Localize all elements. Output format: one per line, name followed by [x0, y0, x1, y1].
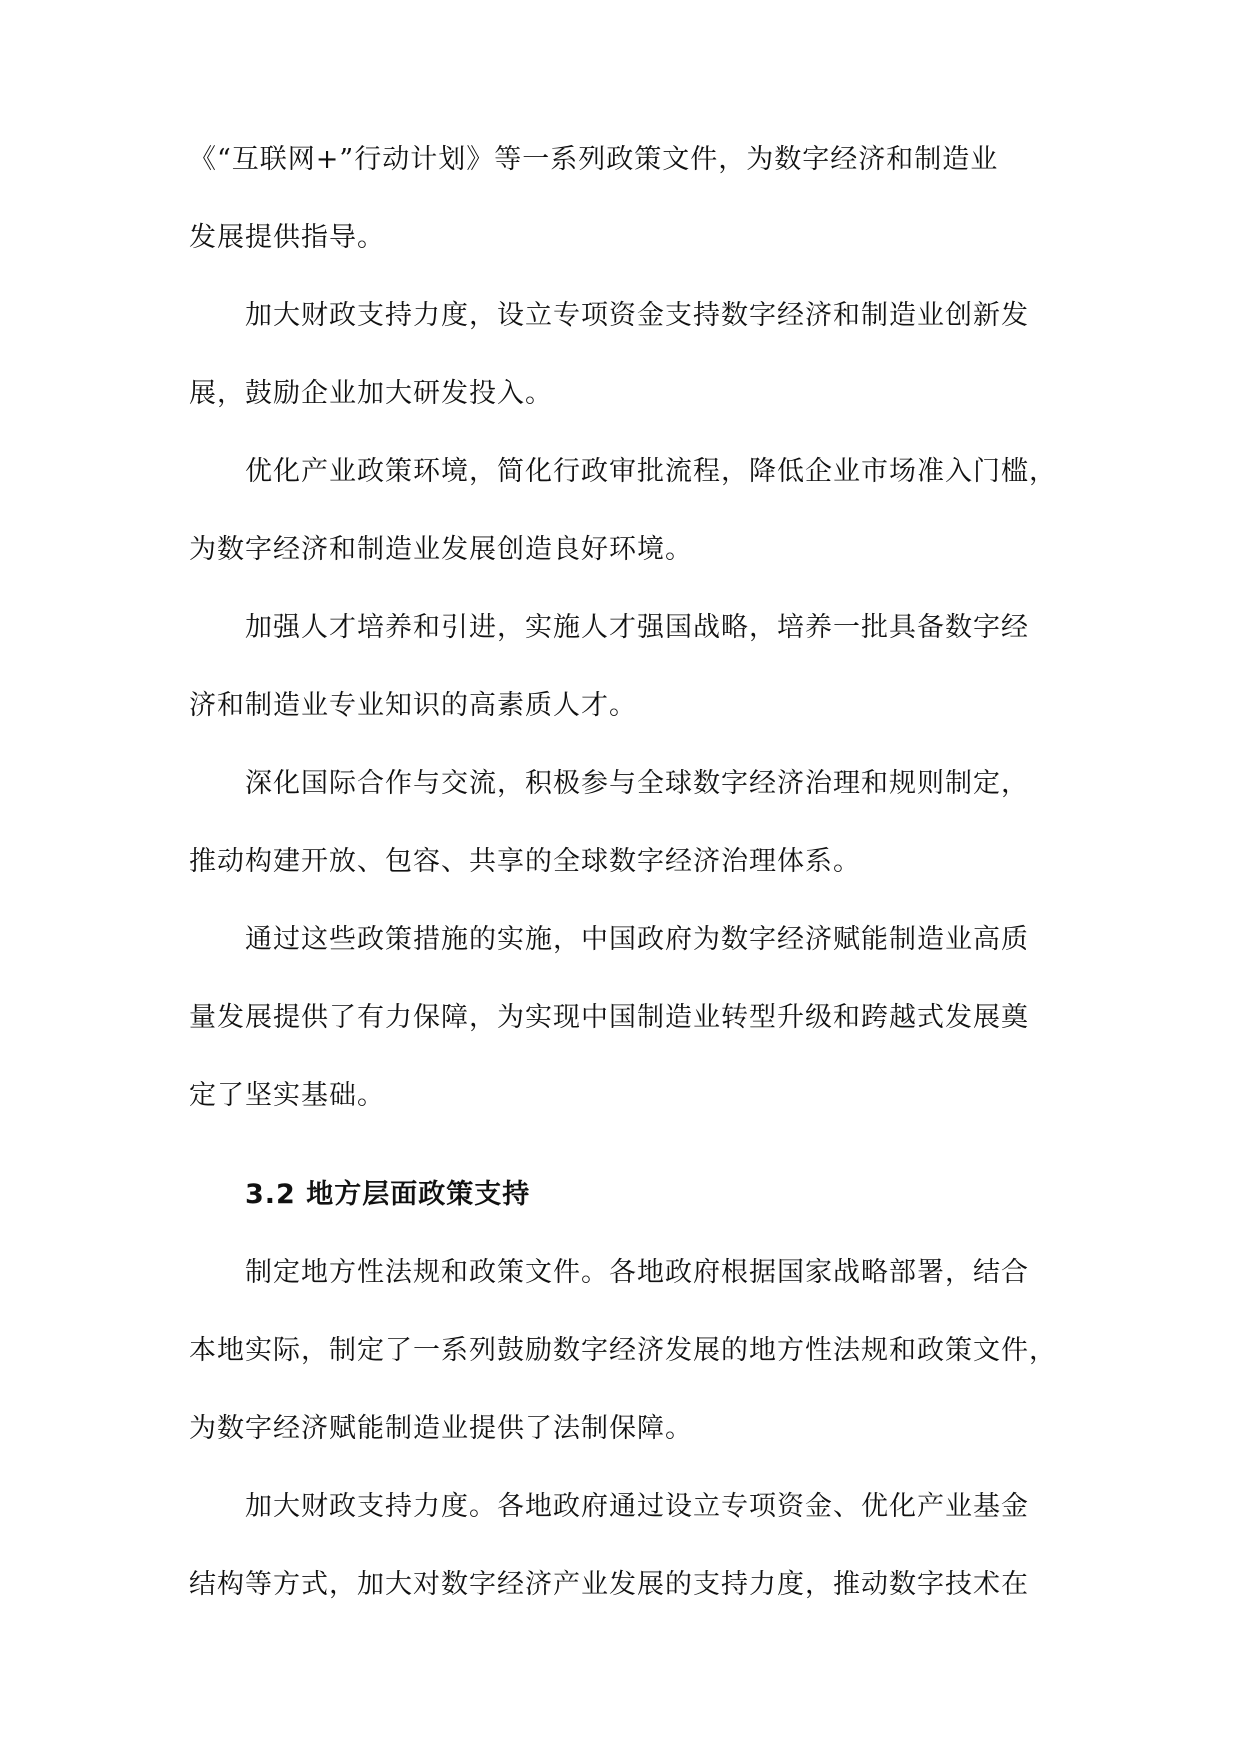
text-line: 展，鼓励企业加大研发投入。: [189, 378, 553, 409]
text-line: 优化产业政策环境，简化行政审批流程，降低企业市场准入门槛，: [245, 456, 1057, 487]
text-line: 深化国际合作与交流，积极参与全球数字经济治理和规则制定，: [245, 768, 1029, 799]
text-line: 制定地方性法规和政策文件。各地政府根据国家战略部署，结合: [245, 1257, 1029, 1288]
text-line: 通过这些政策措施的实施，中国政府为数字经济赋能制造业高质: [245, 924, 1029, 955]
text-line: 济和制造业专业知识的高素质人才。: [189, 690, 637, 721]
text-line: 《“互联网+”行动计划》等一系列政策文件，为数字经济和制造业: [189, 144, 999, 175]
text-line: 发展提供指导。: [189, 222, 385, 253]
text-line: 为数字经济赋能制造业提供了法制保障。: [189, 1413, 693, 1444]
text-line: 加大财政支持力度，设立专项资金支持数字经济和制造业创新发: [245, 300, 1029, 331]
text-line: 推动构建开放、包容、共享的全球数字经济治理体系。: [189, 846, 861, 877]
text-line: 为数字经济和制造业发展创造良好环境。: [189, 534, 693, 565]
text-line: 定了坚实基础。: [189, 1080, 385, 1111]
text-line: 加强人才培养和引进，实施人才强国战略，培养一批具备数字经: [245, 612, 1029, 643]
section-heading: 3.2 地方层面政策支持: [245, 1179, 531, 1210]
text-line: 加大财政支持力度。各地政府通过设立专项资金、优化产业基金: [245, 1491, 1029, 1522]
text-line: 量发展提供了有力保障，为实现中国制造业转型升级和跨越式发展奠: [189, 1002, 1029, 1033]
text-line: 本地实际，制定了一系列鼓励数字经济发展的地方性法规和政策文件，: [189, 1335, 1057, 1366]
text-line: 结构等方式，加大对数字经济产业发展的支持力度，推动数字技术在: [189, 1569, 1029, 1600]
